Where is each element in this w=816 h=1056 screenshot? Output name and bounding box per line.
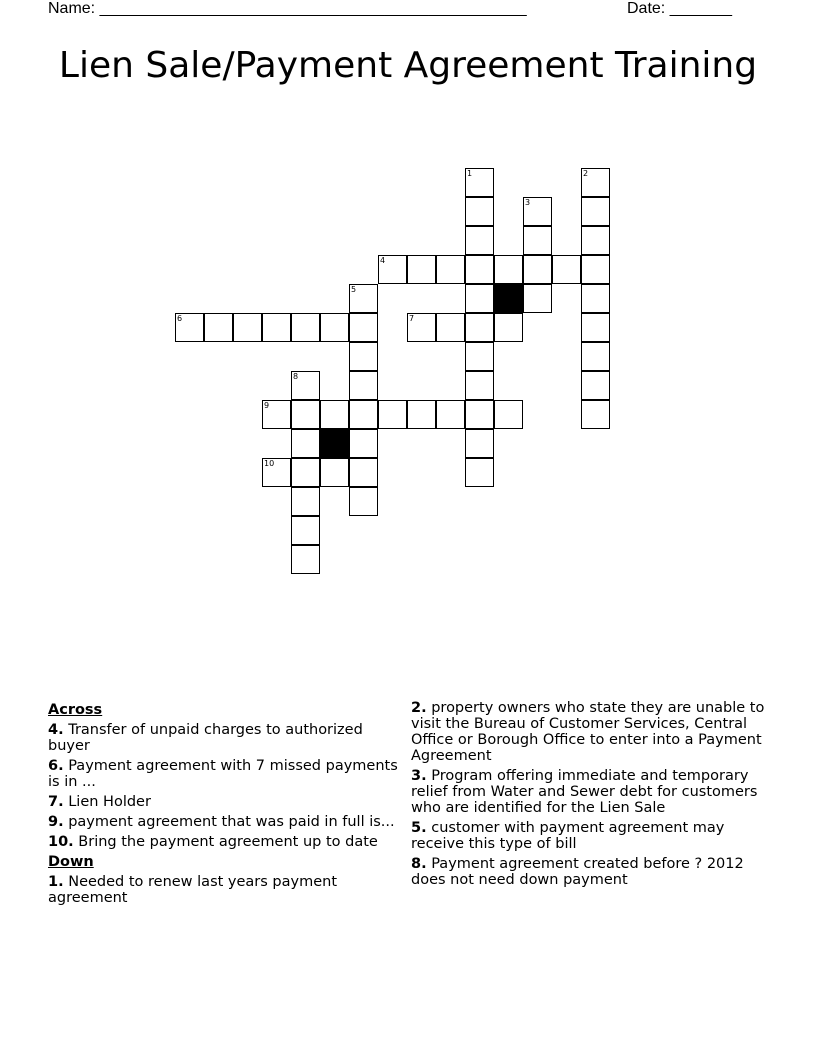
clue-number-label: 7 [409,314,415,323]
clue-text: Needed to renew last years payment agreement [48,874,338,906]
black-square [494,284,523,313]
grid-cell[interactable] [407,400,436,429]
grid-cell[interactable] [581,342,610,371]
clues-left-column [48,700,398,910]
grid-cell[interactable] [204,313,233,342]
grid-cell[interactable] [465,255,494,284]
grid-cell[interactable] [581,168,610,197]
grid-cell[interactable] [349,313,378,342]
clue-text: Bring the payment agreement up to date [78,834,378,850]
clue-number: 4. [48,722,64,738]
name-field[interactable]: Name: ________________________________________________ [48,0,527,17]
grid-cell[interactable] [320,400,349,429]
clue-number-label: 5 [351,285,357,294]
grid-cell[interactable] [349,400,378,429]
clue-number: 10. [48,834,74,850]
grid-cell[interactable] [581,255,610,284]
grid-cell[interactable] [581,313,610,342]
clue-number-label: 10 [264,459,275,468]
grid-cell[interactable] [291,429,320,458]
clue-text: Payment agreement with 7 missed payments is in ... [48,758,398,790]
clue-down-3 [411,768,769,816]
grid-cell[interactable] [349,487,378,516]
black-square [320,429,349,458]
clues-right-column [411,700,769,892]
grid-cell[interactable] [291,545,320,574]
grid-cell[interactable] [436,255,465,284]
grid-cell[interactable] [291,458,320,487]
clue-number-label: 4 [380,256,386,265]
grid-cell[interactable] [523,255,552,284]
grid-cell[interactable] [523,226,552,255]
grid-cell[interactable] [291,313,320,342]
clue-text: property owners who state they are unable to visit the Bureau of Customer Services, Central Office or Borough Office to enter into a Payment Agreement [411,700,765,764]
clue-number: 2. [411,700,427,716]
grid-cell[interactable] [494,313,523,342]
grid-cell[interactable] [581,197,610,226]
clue-number-label: 8 [293,372,299,381]
grid-cell[interactable] [581,400,610,429]
across-heading: Across [48,702,103,718]
clue-across-6 [48,758,398,790]
grid-cell[interactable] [291,371,320,400]
grid-cell[interactable] [175,313,204,342]
grid-cell[interactable] [494,400,523,429]
clue-number-label: 2 [583,169,589,178]
grid-cell[interactable] [233,313,262,342]
grid-cell[interactable] [523,284,552,313]
date-field[interactable]: Date: _______ [627,0,732,17]
grid-cell[interactable] [465,284,494,313]
grid-cell[interactable] [320,458,349,487]
clue-number: 1. [48,874,64,890]
grid-cell[interactable] [465,429,494,458]
clue-across-7 [48,794,398,810]
grid-cell[interactable] [291,400,320,429]
grid-cell[interactable] [378,255,407,284]
grid-cell[interactable] [291,487,320,516]
grid-cell[interactable] [523,197,552,226]
grid-cell[interactable] [349,284,378,313]
grid-cell[interactable] [581,371,610,400]
grid-cell[interactable] [320,313,349,342]
clue-number: 3. [411,768,427,784]
grid-cell[interactable] [465,371,494,400]
grid-cell[interactable] [465,197,494,226]
grid-cell[interactable] [465,313,494,342]
clue-number-label: 1 [467,169,473,178]
clue-across-4 [48,722,398,754]
clue-number-label: 3 [525,198,531,207]
clue-number-label: 6 [177,314,183,323]
grid-cell[interactable] [465,400,494,429]
down-heading: Down [48,854,94,870]
clue-number: 6. [48,758,64,774]
grid-cell[interactable] [349,342,378,371]
clue-down-8 [411,856,769,888]
grid-cell[interactable] [262,400,291,429]
grid-cell[interactable] [378,400,407,429]
grid-cell[interactable] [349,458,378,487]
grid-cell[interactable] [581,284,610,313]
grid-cell[interactable] [407,313,436,342]
clue-down-5 [411,820,769,852]
grid-cell[interactable] [291,516,320,545]
grid-cell[interactable] [552,255,581,284]
grid-cell[interactable] [581,226,610,255]
grid-cell[interactable] [465,168,494,197]
clue-across-9 [48,814,398,830]
grid-cell[interactable] [262,313,291,342]
clue-text: customer with payment agreement may receive this type of bill [411,820,725,852]
clue-text: Payment agreement created before ? 2012 does not need down payment [411,856,744,888]
grid-cell[interactable] [262,458,291,487]
grid-cell[interactable] [465,226,494,255]
clue-number: 8. [411,856,427,872]
clue-down-2 [411,700,769,764]
clue-text: Transfer of unpaid charges to authorized buyer [48,722,363,754]
clue-text: payment agreement that was paid in full is... [68,814,395,830]
clue-number: 7. [48,794,64,810]
clue-number: 9. [48,814,64,830]
grid-cell[interactable] [494,255,523,284]
clue-number-label: 9 [264,401,270,410]
clue-number: 5. [411,820,427,836]
clue-across-10 [48,834,398,850]
grid-cell[interactable] [407,255,436,284]
page-title: Lien Sale/Payment Agreement Training [58,45,758,86]
grid-cell[interactable] [349,429,378,458]
clue-text: Lien Holder [68,794,151,810]
grid-cell[interactable] [349,371,378,400]
clue-down-1 [48,874,398,906]
grid-cell[interactable] [436,313,465,342]
grid-cell[interactable] [465,342,494,371]
grid-cell[interactable] [465,458,494,487]
clue-text: Program offering immediate and temporary relief from Water and Sewer debt for customers who are identified for the Lien Sale [411,768,758,816]
grid-cell[interactable] [436,400,465,429]
